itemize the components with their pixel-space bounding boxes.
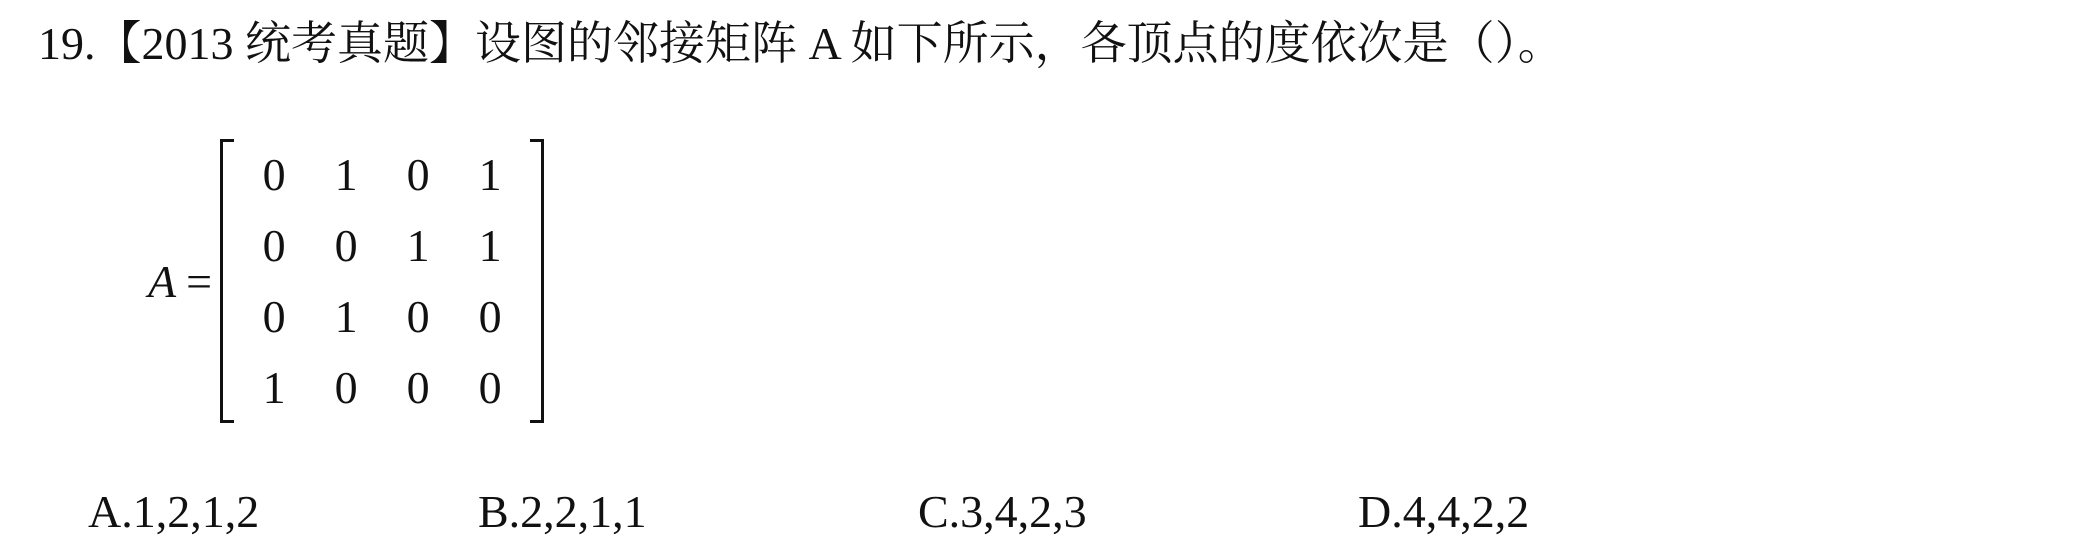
matrix-cell: 0 [406,149,430,200]
matrix-cell: 0 [262,149,286,200]
matrix-cell: 0 [478,362,502,413]
adjacency-matrix [220,139,544,423]
matrix-cell: 0 [406,362,430,413]
option-a[interactable]: A.1,2,1,2 [88,486,260,537]
matrix-cell: 0 [334,220,358,271]
matrix-variable: A [148,255,177,307]
matrix-cell: 1 [406,220,430,271]
question-close: ）。 [1494,18,1564,69]
equals-sign: = [186,255,213,307]
question-source: 【2013 统考真题】 [95,18,475,69]
matrix-cell: 0 [262,291,286,342]
matrix-cell: 0 [262,220,286,271]
matrix-cell: 1 [334,149,358,200]
matrix-cell: 0 [334,362,358,413]
answer-options [0,480,2081,544]
matrix-grid [234,139,530,423]
matrix-cell: 1 [478,149,502,200]
matrix-cell: 1 [262,362,286,413]
right-bracket [530,139,544,423]
matrix-equation [148,136,544,426]
question-stem [38,12,1564,76]
matrix-cell: 0 [406,291,430,342]
option-d[interactable]: D.4,4,2,2 [1358,486,1530,537]
matrix-cell: 0 [478,291,502,342]
left-bracket [220,139,234,423]
matrix-cell: 1 [334,291,358,342]
option-b[interactable]: B.2,2,1,1 [478,486,647,537]
matrix-cell: 1 [478,220,502,271]
question-number: 19. [38,18,96,69]
question-text: 设图的邻接矩阵 A 如下所示，各顶点的度依次是（ [475,18,1495,69]
option-c[interactable]: C.3,4,2,3 [918,486,1087,537]
